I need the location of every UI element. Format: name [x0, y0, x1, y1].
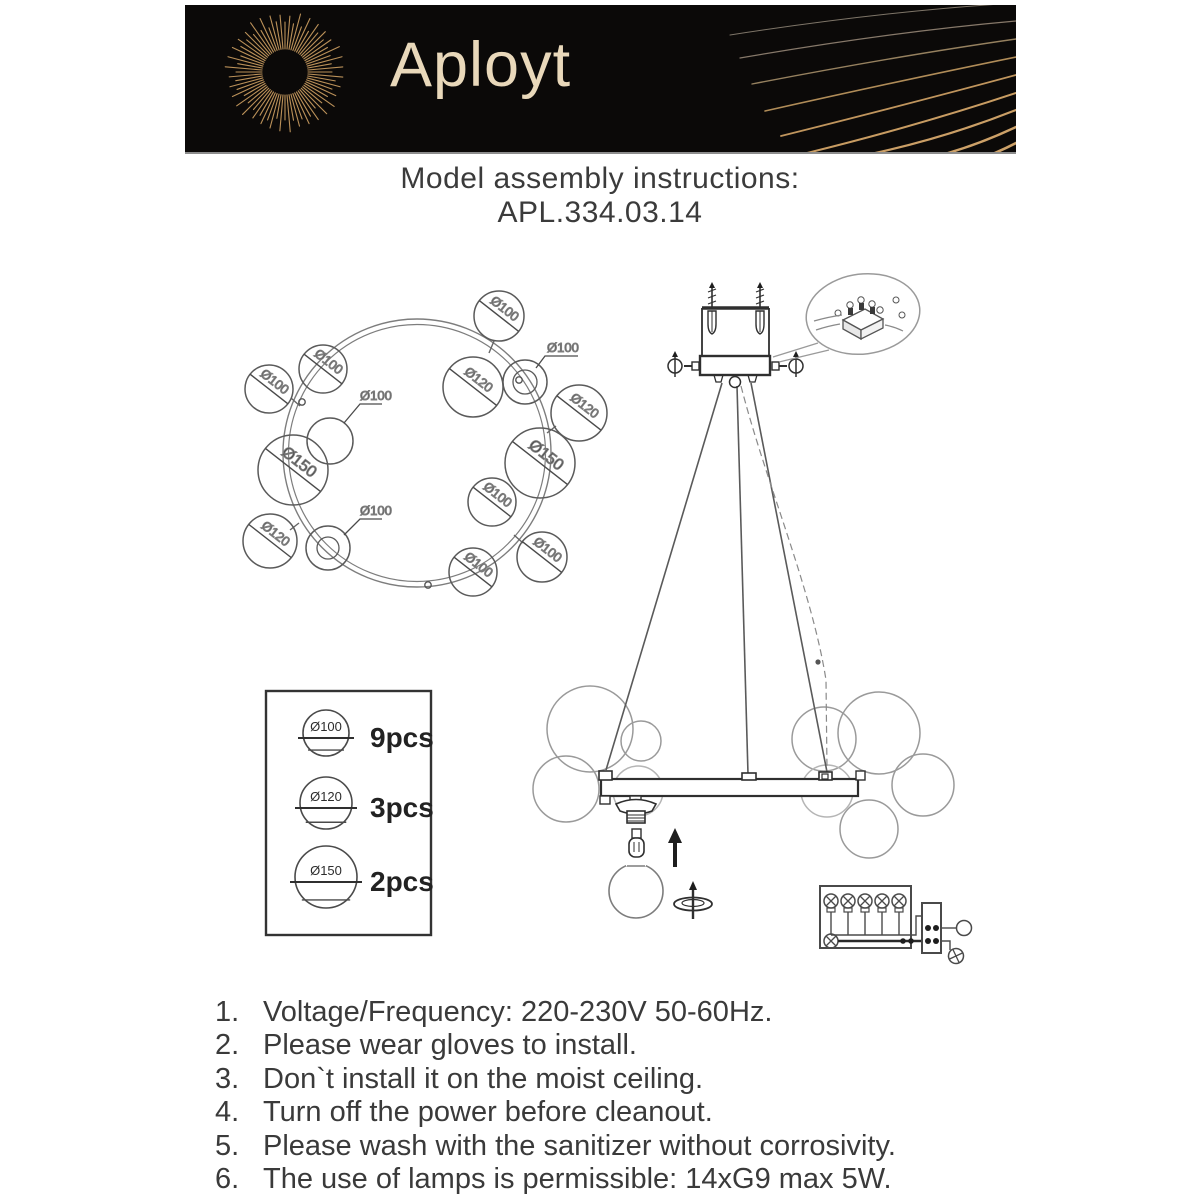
wiring-schematic	[820, 886, 972, 966]
lamp-socket	[616, 796, 656, 823]
instruction-item	[215, 1130, 995, 1163]
sphere	[443, 357, 503, 417]
ceiling-canopy	[668, 282, 803, 388]
wiring-detail-balloon	[773, 267, 924, 362]
collar-ring-icon	[674, 881, 712, 919]
sphere	[307, 388, 392, 464]
sphere-diameter-label: Ø100	[480, 478, 516, 511]
cord-clip	[815, 659, 820, 664]
instruction-number: 6.	[215, 1163, 240, 1196]
side-screw-icon	[668, 351, 699, 377]
power-cord	[741, 386, 827, 770]
sphere	[245, 365, 293, 413]
instruction-text: Voltage/Frequency: 220-230V 50-60Hz.	[263, 996, 773, 1028]
instructions-list	[215, 996, 995, 1196]
side-screw-icon	[772, 351, 803, 377]
sphere-diameter-label: Ø100	[530, 533, 566, 566]
sphere	[468, 478, 516, 526]
instruction-text: Turn off the power before cleanout.	[263, 1096, 713, 1129]
instruction-text: The use of lamps is permissible: 14xG9 max 5W.	[263, 1163, 892, 1196]
sphere-diameter-label: Ø120	[567, 389, 603, 422]
instruction-number: 2.	[215, 1029, 240, 1062]
legend-diameter-label: Ø100	[310, 719, 342, 734]
sphere	[551, 385, 607, 441]
brand-logo-text: Aployt	[390, 30, 572, 100]
sphere-diameter-label: Ø120	[461, 363, 497, 396]
sphere	[474, 291, 524, 341]
legend-count-label: 2pcs	[370, 866, 434, 897]
instruction-item	[215, 1063, 995, 1096]
sphere-diameter-label: Ø100	[360, 388, 392, 403]
sphere	[299, 345, 347, 393]
suspension-cables	[606, 383, 827, 774]
legend-count-label: 9pcs	[370, 722, 434, 753]
instruction-item	[215, 1096, 995, 1129]
lamp-symbol-icon	[946, 946, 965, 965]
sphere	[505, 428, 575, 498]
g9-bulb-icon	[629, 829, 644, 857]
insert-up-arrow-icon	[668, 828, 682, 867]
sphere-diameter-label: Ø100	[461, 548, 497, 581]
sphere-diameter-label: Ø100	[487, 292, 523, 325]
ring-top-view-diagram	[243, 291, 607, 596]
legend-diameter-label: Ø150	[310, 863, 342, 878]
sphere	[503, 340, 579, 404]
sphere-diameter-label: Ø150	[525, 436, 567, 475]
instruction-item	[215, 1029, 995, 1062]
page-title: Model assembly instructions:	[400, 162, 800, 195]
instruction-text: Please wear gloves to install.	[263, 1029, 637, 1062]
legend-box	[266, 691, 434, 935]
legend-count-label: 3pcs	[370, 792, 434, 823]
detached-sphere	[609, 861, 663, 918]
instruction-number: 1.	[215, 996, 240, 1028]
instruction-text: Please wash with the sanitizer without corrosivity.	[263, 1129, 896, 1162]
model-number: APL.334.03.14	[497, 196, 703, 229]
sphere	[243, 514, 297, 568]
chandelier-side-view	[530, 267, 954, 919]
sphere-diameter-label: Ø100	[547, 340, 579, 355]
junction-circle-icon	[957, 921, 972, 936]
sphere-diameter-label: Ø120	[258, 517, 294, 550]
sphere	[449, 548, 497, 596]
glass-spheres	[533, 686, 954, 858]
instruction-item	[215, 1163, 995, 1196]
terminal-block-detail-icon	[814, 297, 905, 339]
sphere-diameter-label: Ø100	[360, 503, 392, 518]
instruction-number: 5.	[215, 1129, 240, 1162]
sphere-diameter-label: Ø100	[311, 345, 347, 378]
legend-diameter-label: Ø120	[310, 789, 342, 804]
instruction-number: 4.	[215, 1096, 240, 1129]
instruction-item	[215, 996, 995, 1029]
sphere-diameter-label: Ø100	[257, 365, 293, 398]
sphere	[258, 435, 328, 505]
instruction-number: 3.	[215, 1062, 240, 1095]
instruction-text: Don`t install it on the moist ceiling.	[263, 1062, 704, 1095]
sphere	[517, 532, 567, 582]
sphere-diameter-label: Ø150	[278, 443, 320, 482]
